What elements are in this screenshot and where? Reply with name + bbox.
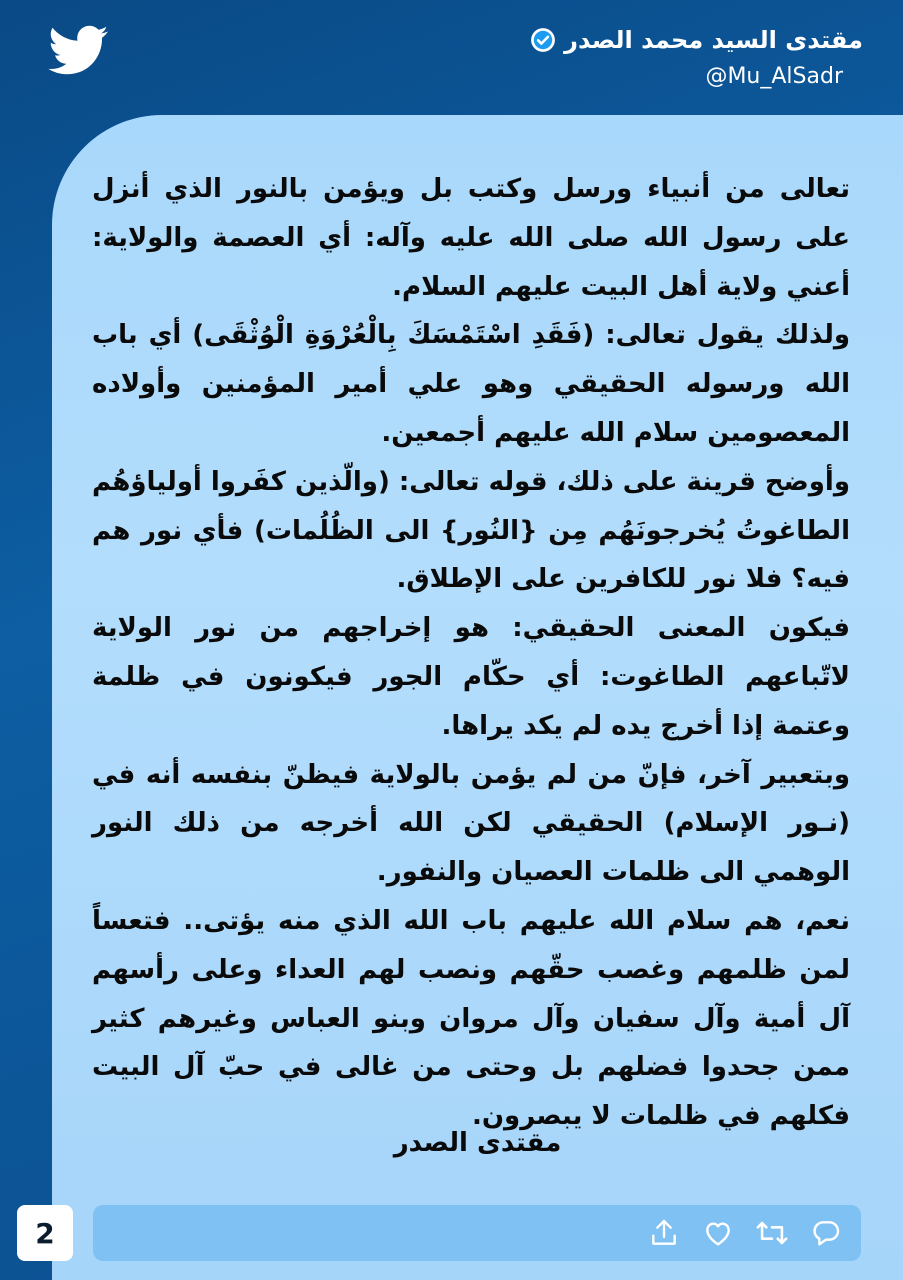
page-number: 2: [17, 1205, 73, 1261]
tweet-body: [92, 165, 850, 1141]
share-icon[interactable]: [645, 1214, 683, 1252]
account-handle[interactable]: @Mu_AlSadr: [705, 64, 843, 89]
like-heart-icon[interactable]: [699, 1214, 737, 1252]
tweet-paragraph: تعالى من أنبياء ورسل وكتب بل ويؤمن بالنور الذي أنزل على رسول الله صلى الله عليه وآله: أي العصمة والولاية: أعني ولاية أهل البيت عليهم السلام.: [92, 174, 850, 302]
account-name[interactable]: [530, 26, 863, 54]
tweet-paragraph: نعم، هم سلام الله عليهم باب الله الذي منه يؤتى.. فتعساً لمن ظلمهم وغصب حقّهم ونصب لهم العداء وعلى رأسهم آل أمية وآل سفيان وآل مروان وبنو العباس وغيرهم كثير ممن جحدوا فضلهم بل وحتى من غالى في حبّ آل البيت فكلهم في ظلمات لا يبصرون.: [92, 905, 850, 1132]
retweet-icon[interactable]: [753, 1214, 791, 1252]
twitter-bird-icon: [44, 20, 114, 80]
tweet-paragraph: وأوضح قرينة على ذلك، قوله تعالى: (والّذين كفَروا أولياؤهُم الطاغوتُ يُخرجونَهُم مِن {النُور} الى الظُلُمات) فأي نور هم فيه؟ فلا نور للكافرين على الإطلاق.: [91, 466, 850, 595]
tweet-signature: مقتدى الصدر: [393, 1128, 562, 1158]
tweet-paragraph: ولذلك يقول تعالى: (فَقَدِ اسْتَمْسَكَ بِالْعُرْوَةِ الْوُثْقَى) أي باب الله ورسوله الحقيقي وهو علي أمير المؤمنين وأولاده المعصومين سلام الله عليهم أجمعين.: [92, 320, 850, 448]
tweet-paragraph: فيكون المعنى الحقيقي: هو إخراجهم من نور الولاية لاتّباعهم الطاغوت: أي حكّام الجور فيكونون في ظلمة وعتمة إذا أخرج يده لم يكد يراها.: [92, 613, 850, 741]
account-name-text: مقتدى السيد محمد الصدر: [564, 26, 863, 54]
tweet-actions: [645, 1214, 845, 1252]
verified-badge-icon: [530, 27, 556, 53]
reply-icon[interactable]: [807, 1214, 845, 1252]
tweet-paragraph: وبتعبير آخر، فإنّ من لم يؤمن بالولاية فيظنّ بنفسه أنه في (نـور الإسلام) الحقيقي لكن الله أخرجه من ذلك النور الوهمي الى ظلمات العصيان والنفور.: [92, 759, 850, 888]
